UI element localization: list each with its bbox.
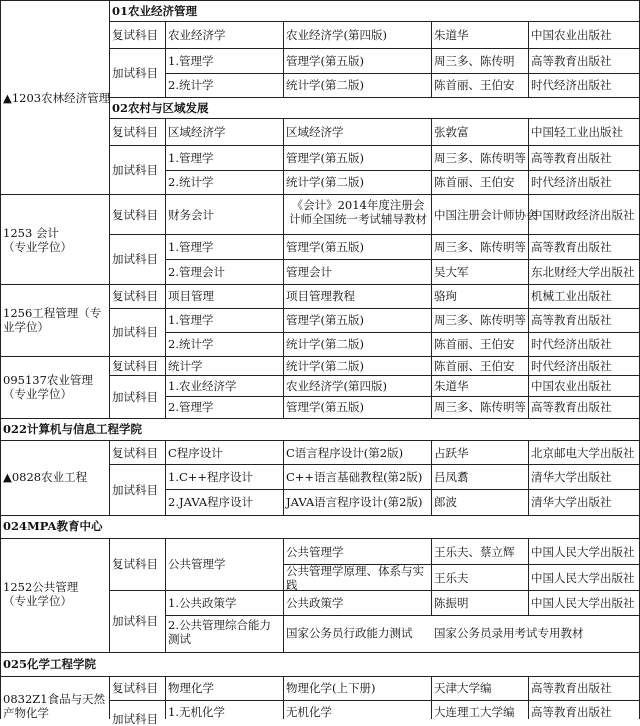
college-heading: 025化学工程学院 [3,657,97,671]
publisher-cell: 高等教育出版社 [531,705,612,719]
book-cell: 项目管理教程 [286,289,355,303]
author-cell: 天津大学编 [434,681,492,695]
category-cell: 复试科目 [112,28,158,42]
publisher-cell: 中国人民大学出版社 [531,596,635,610]
category-cell: 复试科目 [112,359,158,373]
subject-cell: 农业经济学 [168,28,226,42]
book-cell: 农业经济学(第四版) [286,379,387,393]
category-cell: 加试科目 [112,614,158,628]
author-cell: 大连理工大学编 [434,705,515,719]
direction-heading: 01农业经济管理 [112,4,198,18]
publisher-cell: 清华大学出版社 [531,470,612,484]
book-cell: 无机化学 [286,705,332,719]
publisher-cell: 中国农业出版社 [531,379,612,393]
publisher-cell: 高等教育出版社 [531,313,612,327]
subject-cell: 公共管理学 [168,557,226,571]
subject-cell: 2.管理会计 [168,265,225,279]
category-cell: 复试科目 [112,208,158,222]
author-cell: 周三多、陈传明等 [434,240,526,254]
publisher-cell: 高等教育出版社 [531,240,612,254]
publisher-cell: 中国人民大学出版社 [531,545,635,559]
category-cell: 加试科目 [112,483,158,497]
subject-cell: 2.管理学 [168,400,214,414]
publisher-cell: 高等教育出版社 [531,151,612,165]
publisher-cell: 中国轻工业出版社 [531,125,623,139]
book-cell: 管理学(第五版) [286,151,364,165]
author-cell: 吴大军 [434,265,469,279]
major-name: ▲0828农业工程 [3,470,88,484]
subject-cell: 1.C++程序设计 [168,470,254,484]
publisher-cell: 时代经济出版社 [531,337,612,351]
category-cell: 加试科目 [112,163,158,177]
publisher-cell: 中国财政经济出版社 [531,208,635,222]
category-cell: 复试科目 [112,289,158,303]
author-cell: 张敦富 [434,125,469,139]
book-cell: C语言程序设计(第2版) [286,446,404,460]
book-cell: 管理学(第五版) [286,54,364,68]
book-cell: 统计学(第二版) [286,337,364,351]
book-cell: JAVA语言程序设计(第2版) [286,495,423,509]
book-cell: 统计学(第二版) [286,175,364,189]
table-border-top [0,0,640,1]
category-cell: 复试科目 [112,557,158,571]
category-cell: 复试科目 [112,125,158,139]
author-cell: 吕凤翥 [434,470,469,484]
direction-heading: 02农村与区域发展 [112,101,209,115]
major-name: 1252公共管理 （专业学位） [3,580,79,608]
major-name: ▲1203农林经济管理 [3,91,111,105]
author-cell: 占跃华 [434,446,469,460]
category-cell: 复试科目 [112,446,158,460]
author-cell: 国家公务员录用考试专用教材 [434,626,584,640]
category-cell: 加试科目 [112,390,158,404]
book-cell: 公共管理学原理、体系与实践 [286,564,424,592]
major-name: 095137农业管理（专业学位） [3,373,93,401]
book-cell: 公共管理学 [286,545,344,559]
publisher-cell: 中国人民大学出版社 [531,571,635,585]
major-name: 1256工程管理（专业学位） [3,306,102,334]
book-cell: 物理化学(上下册) [286,681,376,695]
book-cell: 管理会计 [286,265,332,279]
publisher-cell: 时代经济出版社 [531,175,612,189]
publisher-cell: 北京邮电大学出版社 [531,446,635,460]
subject-cell: 统计学 [168,359,203,373]
author-cell: 陈振明 [434,596,469,610]
subject-cell: 2.统计学 [168,78,214,92]
author-cell: 中国注册会计师协会 [434,208,538,222]
category-cell: 加试科目 [112,712,158,726]
author-cell: 骆珣 [434,289,457,303]
author-cell: 郎波 [434,495,457,509]
author-cell: 王乐夫、蔡立辉 [434,545,515,559]
publisher-cell: 高等教育出版社 [531,54,612,68]
table-border-left [0,0,1,719]
book-cell: 《会计》2014年度注册会计师全国统一考试辅导教材 [289,198,427,226]
book-cell: 农业经济学(第四版) [286,28,387,42]
category-cell: 加试科目 [112,325,158,339]
subject-cell: 1.管理学 [168,54,214,68]
publisher-cell: 时代经济出版社 [531,78,612,92]
subject-cell: 1.管理学 [168,151,214,165]
publisher-cell: 东北财经大学出版社 [531,265,635,279]
subject-cell: 财务会计 [168,208,214,222]
subject-cell: 项目管理 [168,289,214,303]
publisher-cell: 清华大学出版社 [531,495,612,509]
subject-cell: 2.统计学 [168,337,214,351]
book-cell: 公共政策学 [286,596,344,610]
author-cell: 周三多、陈传明等 [434,400,526,414]
college-heading: 022计算机与信息工程学院 [3,422,143,436]
author-cell: 周三多、陈传明等 [434,151,526,165]
subject-cell: 1.无机化学 [168,705,225,719]
publisher-cell: 机械工业出版社 [531,289,612,303]
author-cell: 周三多、陈传明 [434,54,515,68]
subject-cell: 2.统计学 [168,175,214,189]
author-cell: 王乐夫 [434,571,469,585]
subject-cell: 1.管理学 [168,240,214,254]
book-cell: 管理学(第五版) [286,240,364,254]
subject-cell: C程序设计 [168,446,223,460]
college-heading: 024MPA教育中心 [3,519,103,533]
author-cell: 朱道华 [434,379,469,393]
category-cell: 加试科目 [112,66,158,80]
subject-cell: 2.JAVA程序设计 [168,495,254,509]
book-cell: 管理学(第五版) [286,400,364,414]
category-cell: 复试科目 [112,681,158,695]
author-cell: 陈首丽、王伯安 [434,78,515,92]
publisher-cell: 中国农业出版社 [531,28,612,42]
book-cell: 统计学(第二版) [286,78,364,92]
book-cell: 统计学(第二版) [286,359,364,373]
book-cell: 区域经济学 [286,125,344,139]
author-cell: 陈首丽、王伯安 [434,337,515,351]
publisher-cell: 时代经济出版社 [531,359,612,373]
book-cell: 国家公务员行政能力测试 [286,626,413,640]
publisher-cell: 高等教育出版社 [531,400,612,414]
book-cell: C++语言基础教程(第2版) [286,470,423,484]
author-cell: 陈首丽、王伯安 [434,359,515,373]
subject-cell: 1.公共政策学 [168,596,237,610]
subject-cell: 区域经济学 [168,125,226,139]
subject-cell: 1.管理学 [168,313,214,327]
subject-cell: 2.公共管理综合能力测试 [168,618,271,646]
major-name: 0832Z1食品与天然产物化学 [3,692,106,720]
author-cell: 朱道华 [434,28,469,42]
subject-cell: 1.农业经济学 [168,379,237,393]
category-cell: 加试科目 [112,252,158,266]
author-cell: 陈首丽、王伯安 [434,175,515,189]
publisher-cell: 高等教育出版社 [531,681,612,695]
subject-cell: 物理化学 [168,681,214,695]
major-name: 1253 会计 （专业学位） [3,226,72,254]
author-cell: 周三多、陈传明等 [434,313,526,327]
book-cell: 管理学(第五版) [286,313,364,327]
